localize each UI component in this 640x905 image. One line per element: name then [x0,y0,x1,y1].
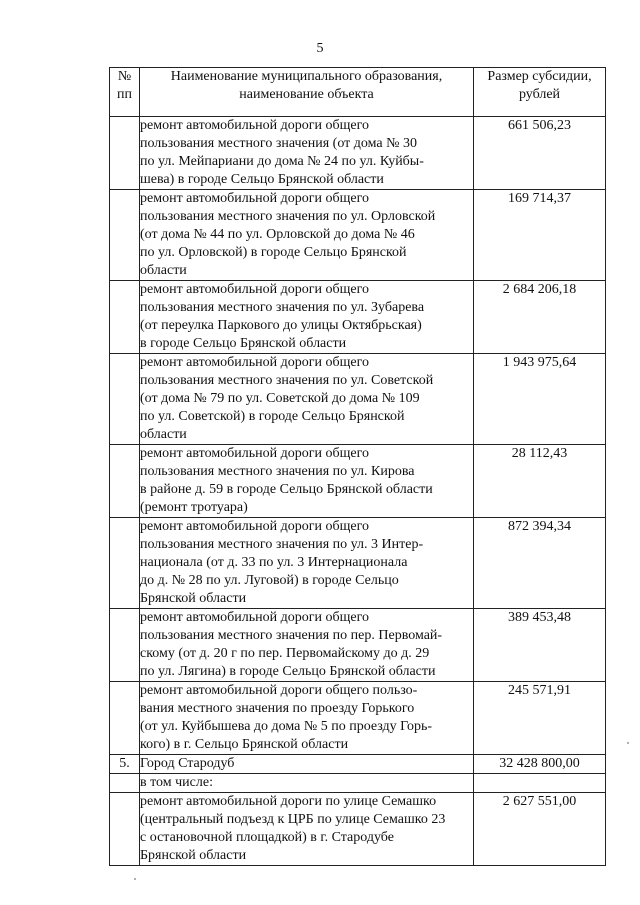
row-name-line: с остановочной площадкой) в г. Стародубе [140,830,394,845]
row-name-line: вания местного значения по проезду Горького [140,701,415,716]
row-name-line: Брянской области [140,848,247,863]
header-name-line: Наименование муниципального образования, [170,69,443,84]
row-name-line: (от дома № 44 по ул. Орловской до дома № 46 [140,227,415,242]
row-name-line: области [140,263,187,278]
row-number [110,281,140,354]
row-amount: 2 627 551,00 [474,793,606,866]
row-amount: 1 943 975,64 [474,354,606,445]
row-name [140,445,474,518]
header-name [140,68,474,117]
row-name [140,190,474,281]
row-name-line: ремонт автомобильной дороги общего пользо- [140,683,418,698]
row-name-line: пользования местного значения по ул. Орловской [140,209,436,224]
row-number [110,117,140,190]
table-row [110,609,606,682]
subsidy-table [109,67,606,866]
row-name-line: по ул. Орловской) в городе Сельцо Брянской [140,245,407,260]
row-name-line: ремонт автомобильной дороги по улице Семашко [140,794,437,809]
row-amount: 28 112,43 [474,445,606,518]
table-row [110,281,606,354]
row-name [140,682,474,755]
header-name-line: наименование объекта [239,87,374,102]
scan-speck [134,878,136,880]
row-name-line: в районе д. 59 в городе Сельцо Брянской области [140,482,433,497]
row-name-line: пользования местного значения по ул. Кирова [140,464,415,479]
row-name-line: национала (от д. 33 по ул. 3 Интернационала [140,555,408,570]
row-name-line: Город Стародуб [140,756,235,771]
table-header-row [110,68,606,117]
row-number [110,609,140,682]
row-name-line: ремонт автомобильной дороги общего [140,118,370,133]
row-name-line: (от ул. Куйбышева до дома № 5 по проезду Горь- [140,719,433,734]
row-name-line: (от переулка Паркового до улицы Октябрьская) [140,318,422,333]
row-number [110,518,140,609]
row-amount: 2 684 206,18 [474,281,606,354]
row-name [140,354,474,445]
row-name-line: Брянской области [140,591,247,606]
row-number: 5. [110,755,140,774]
row-name-line: пользования местного значения по ул. Советской [140,373,434,388]
row-name-line: по ул. Лягина) в городе Сельцо Брянской области [140,664,436,679]
row-name-line: ремонт автомобильной дороги общего [140,446,370,461]
row-name-line: пользования местного значения по ул. Зубарева [140,300,425,315]
row-name-line: ремонт автомобильной дороги общего [140,519,370,534]
row-name-line: до д. № 28 по ул. Луговой) в городе Сельцо [140,573,399,588]
row-name-line: пользования местного значения (от дома № 30 [140,136,417,151]
row-number [110,682,140,755]
row-name-line: по ул. Советской) в городе Сельцо Брянской [140,409,405,424]
row-name-line: в городе Сельцо Брянской области [140,336,347,351]
row-name [140,518,474,609]
row-name-line: в том числе: [140,775,213,790]
table-row [110,774,606,793]
row-amount: 661 506,23 [474,117,606,190]
header-number-line: пп [117,87,132,102]
row-name [140,117,474,190]
row-amount: 169 714,37 [474,190,606,281]
header-amount [474,68,606,117]
row-name-line: (от дома № 79 по ул. Советской до дома № 109 [140,391,420,406]
row-amount: 245 571,91 [474,682,606,755]
row-amount: 389 453,48 [474,609,606,682]
row-name-line: ремонт автомобильной дороги общего [140,610,370,625]
row-name-line: пользования местного значения по ул. 3 Интер- [140,537,424,552]
table-row [110,117,606,190]
row-name [140,281,474,354]
table-row [110,682,606,755]
row-amount: 872 394,34 [474,518,606,609]
row-number [110,190,140,281]
header-number-line: № [117,69,132,84]
row-name [140,755,474,774]
header-number [110,68,140,117]
table-row [110,518,606,609]
row-number [110,354,140,445]
row-name-line: пользования местного значения по пер. Первомай- [140,628,443,643]
table-row [110,755,606,774]
row-name [140,774,474,793]
header-amount-line: рублей [518,87,561,102]
row-name-line: (ремонт тротуара) [140,500,248,515]
table-row [110,354,606,445]
row-name-line: скому (от д. 20 г по пер. Первомайскому до д. 29 [140,646,430,661]
header-amount-line: Размер субсидии, [487,69,592,84]
table-row [110,793,606,866]
row-name-line: шева) в городе Сельцо Брянской области [140,172,384,187]
row-name-line: ремонт автомобильной дороги общего [140,355,370,370]
row-name-line: области [140,427,187,442]
row-number [110,774,140,793]
row-name-line: ремонт автомобильной дороги общего [140,282,370,297]
row-amount: 32 428 800,00 [474,755,606,774]
row-name-line: ремонт автомобильной дороги общего [140,191,370,206]
row-number [110,445,140,518]
row-number [110,793,140,866]
row-name [140,609,474,682]
row-name-line: кого) в г. Сельцо Брянской области [140,737,349,752]
row-name-line: по ул. Мейпариани до дома № 24 по ул. Куйбы- [140,154,424,169]
table-row [110,445,606,518]
page-number: 5 [316,41,324,56]
table-row [110,190,606,281]
scan-speck [627,742,629,744]
row-name [140,793,474,866]
row-name-line: (центральный подъезд к ЦРБ по улице Семашко 23 [140,812,446,827]
row-amount [474,774,606,793]
